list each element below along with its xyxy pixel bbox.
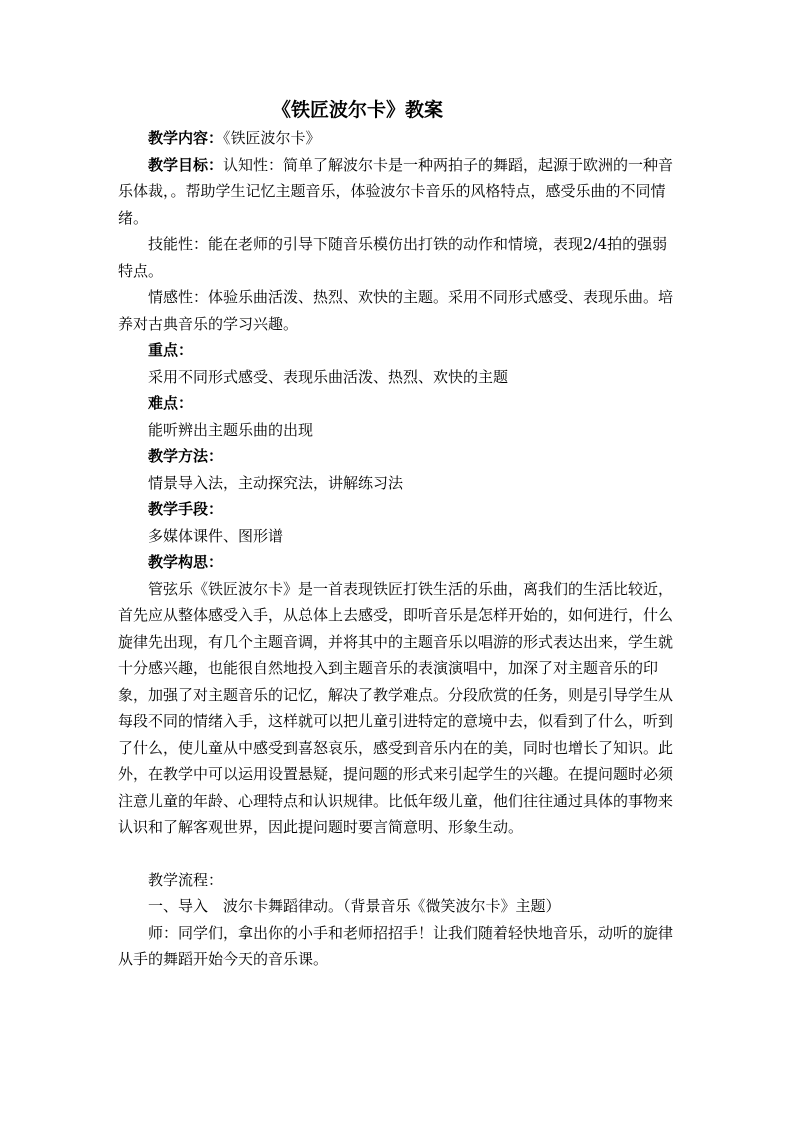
teaching-objectives-label: 教学目标： [148,155,224,174]
teaching-means-text: 多媒体课件、图形谱 [148,526,284,545]
process-step-intro: 一、导入 波尔卡舞蹈律动。（背景音乐《微笑波尔卡》主题） [148,897,561,915]
teaching-content-text: 《铁匠波尔卡》 [223,129,321,147]
objective-cognitive-paragraph [118,152,676,232]
teaching-methods-label: 教学方法： [148,447,224,465]
teaching-content-label: 教学内容： [148,129,224,147]
objective-cognitive-text: 认知性：简单了解波尔卡是一种两拍子的舞蹈，起源于欧洲的一种音乐体裁，。帮助学生记忆主题音乐，体验波尔卡音乐的风格特点，感受乐曲的不同情绪。 [118,155,674,227]
objective-skill-paragraph: 技能性：能在老师的引导下随音乐模仿出打铁的动作和情境，表现2/4拍的强弱特点。 [118,235,668,280]
document-title: 《铁匠波尔卡》教案 [272,99,444,121]
difficulties-label: 难点： [148,394,194,412]
teaching-methods-text: 情景导入法，主动探究法，讲解练习法 [148,473,404,492]
teaching-means-label: 教学手段： [148,500,224,518]
teaching-content-line [118,125,676,152]
teacher-script-paragraph: 师：同学们，拿出你的小手和老师招招手！让我们随着轻快地音乐，动听的旋律从手的舞蹈开始今天的音乐课。 [118,923,674,968]
difficulties-text: 能听辨出主题乐曲的出现 [148,420,314,439]
document-body [118,125,676,973]
key-points-text: 采用不同形式感受、表现乐曲活泼、热烈、欢快的主题 [148,367,509,386]
key-points-label: 重点： [148,341,194,359]
teaching-concept-text: 管弦乐《铁匠波尔卡》是一首表现铁匠打铁生活的乐曲，离我们的生活比较近，首先应从整体感受入手，从总体上去感受，即听音乐是怎样开始的，如何进行，什么旋律先出现，有几个主题音调，并将其中的主题音乐以唱游的形式表达出来，学生就十分感兴趣，也能很自然地投入到主题音乐的表演演唱中，加深了对主题音乐的印象，加强了对主题音乐的记忆，解决了教学难点。分段欣赏的任务，则是引导学生从每段不同的情绪入手，这样就可以把儿童引进特定的意境中去，似看到了什么，听到了什么，使儿童从中感受到喜怒哀乐，感受到音乐内在的美，同时也增长了知识。此外，在教学中可以运用设置悬疑，提问题的形式来引起学生的兴趣。在提问题时必须注意儿童的年龄、心理特点和认识规律。比低年级儿童，他们往往通过具体的事物来认识和了解客观世界，因此提问题时要言简意明、形象生动。 [118,579,674,836]
blank-line [118,841,676,867]
teaching-concept-label: 教学构思： [148,553,224,571]
teaching-process-label: 教学流程： [148,870,224,889]
objective-emotion-paragraph: 情感性：体验乐曲活泼、热烈、欢快的主题。采用不同形式感受、表现乐曲。培养对古典音乐的学习兴趣。 [118,288,674,333]
